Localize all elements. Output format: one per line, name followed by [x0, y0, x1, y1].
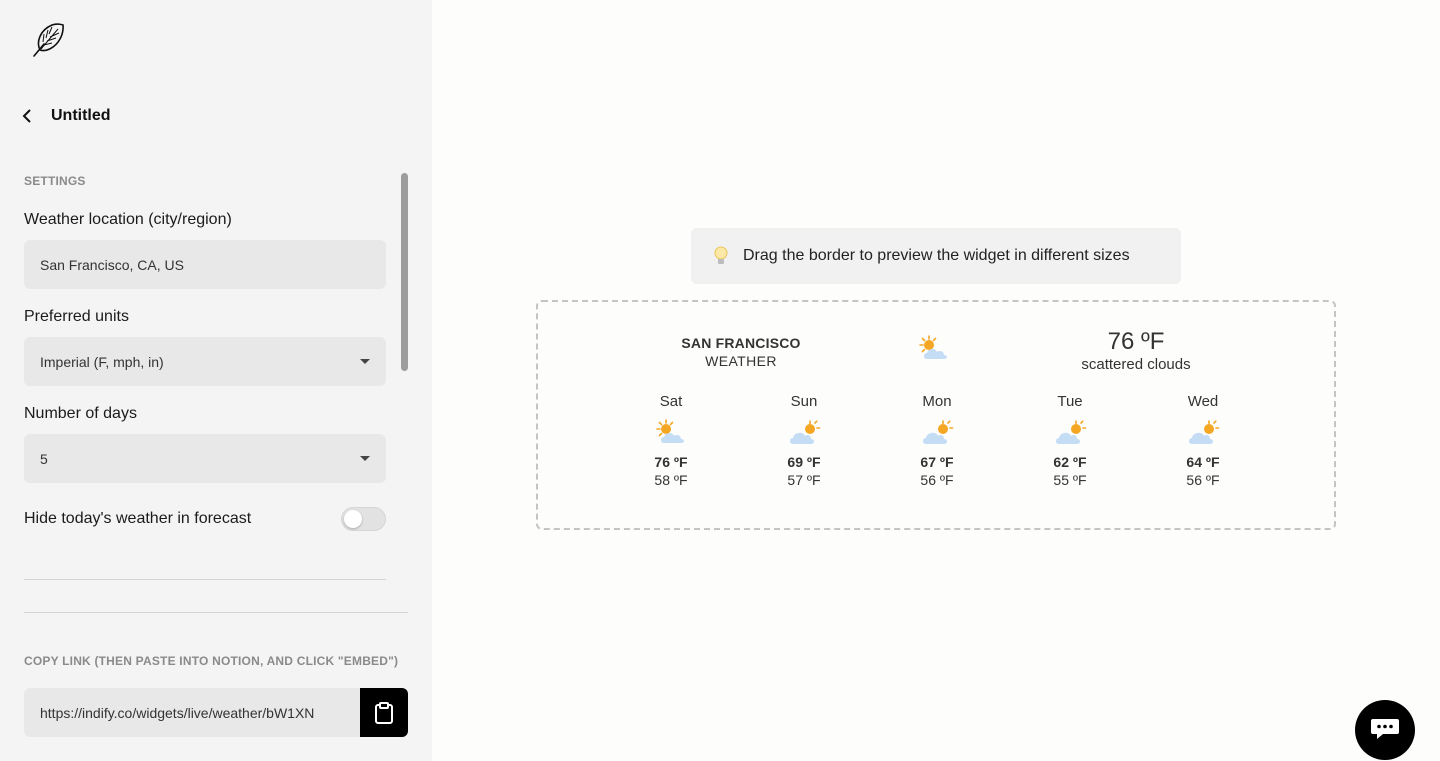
days-label: Number of days: [24, 405, 137, 422]
sun-behind-cloud-icon: [653, 418, 689, 448]
sidebar-scrollbar[interactable]: [401, 173, 408, 371]
cloud-with-sun-icon: [1185, 418, 1221, 448]
current-description: scattered clouds: [1081, 356, 1191, 373]
back-row: [22, 104, 111, 128]
day-high: 76 ºF: [654, 454, 688, 470]
units-value: Imperial (F, mph, in): [40, 353, 164, 370]
day-high: 62 ºF: [1053, 454, 1087, 470]
days-value: 5: [40, 450, 48, 467]
day-low: 56 ºF: [920, 472, 954, 488]
hide-today-toggle[interactable]: [341, 507, 386, 531]
clipboard-icon: [374, 701, 394, 725]
city-subtitle: WEATHER: [705, 353, 777, 369]
day-low: 55 ºF: [1053, 472, 1087, 488]
units-label: Preferred units: [24, 308, 129, 325]
day-name: Tue: [1057, 393, 1083, 410]
page-title: Untitled: [51, 107, 111, 124]
day-low: 57 ºF: [787, 472, 821, 488]
cloud-with-sun-icon: [1052, 418, 1088, 448]
day-name: Wed: [1187, 393, 1219, 410]
divider: [24, 579, 386, 580]
day-name: Sat: [659, 393, 683, 410]
current-temperature: 76 ºF: [1107, 328, 1165, 355]
city-name: SAN FRANCISCO: [681, 335, 801, 351]
caret-down-icon: [360, 456, 370, 461]
copy-link-button[interactable]: [360, 688, 408, 737]
day-low: 58 ºF: [654, 472, 688, 488]
chevron-left-icon[interactable]: [22, 104, 36, 128]
hide-today-label: Hide today's weather in forecast: [24, 510, 252, 527]
settings-section-label: SETTINGS: [24, 174, 86, 188]
sidebar: [0, 0, 432, 761]
sun-behind-cloud-icon: [916, 334, 952, 364]
location-label: Weather location (city/region): [24, 211, 232, 228]
day-high: 69 ºF: [787, 454, 821, 470]
weather-widget-preview[interactable]: [536, 300, 1336, 530]
forecast-day: [626, 393, 716, 488]
forecast-day: [759, 393, 849, 488]
units-select[interactable]: [24, 337, 386, 386]
resize-hint: [691, 228, 1181, 284]
divider: [24, 612, 408, 613]
caret-down-icon: [360, 359, 370, 364]
toggle-knob: [344, 510, 362, 528]
cloud-with-sun-icon: [786, 418, 822, 448]
feather-logo-icon[interactable]: [30, 22, 66, 58]
chat-bubble-icon: [1369, 717, 1401, 743]
day-high: 67 ºF: [920, 454, 954, 470]
lightbulb-icon: [711, 245, 731, 267]
current-conditions: [1036, 328, 1236, 373]
day-name: Sun: [790, 393, 818, 410]
location-input[interactable]: [24, 240, 386, 289]
day-name: Mon: [922, 393, 952, 410]
forecast-day: [1158, 393, 1248, 488]
hint-text: Drag the border to preview the widget in different sizes: [743, 247, 1130, 264]
day-high: 64 ºF: [1186, 454, 1220, 470]
forecast-day: [892, 393, 982, 488]
cloud-with-sun-icon: [919, 418, 955, 448]
embed-link-field[interactable]: [24, 688, 360, 737]
embed-link-value: https://indify.co/widgets/live/weather/bW1XN: [40, 704, 315, 721]
day-low: 56 ºF: [1186, 472, 1220, 488]
copy-link-label: COPY LINK (THEN PASTE INTO NOTION, AND CLICK "EMBED"): [24, 654, 399, 668]
forecast-day: [1025, 393, 1115, 488]
days-select[interactable]: [24, 434, 386, 483]
chat-launcher-button[interactable]: [1355, 700, 1415, 760]
city-block: [666, 335, 816, 369]
location-value: San Francisco, CA, US: [40, 256, 184, 273]
